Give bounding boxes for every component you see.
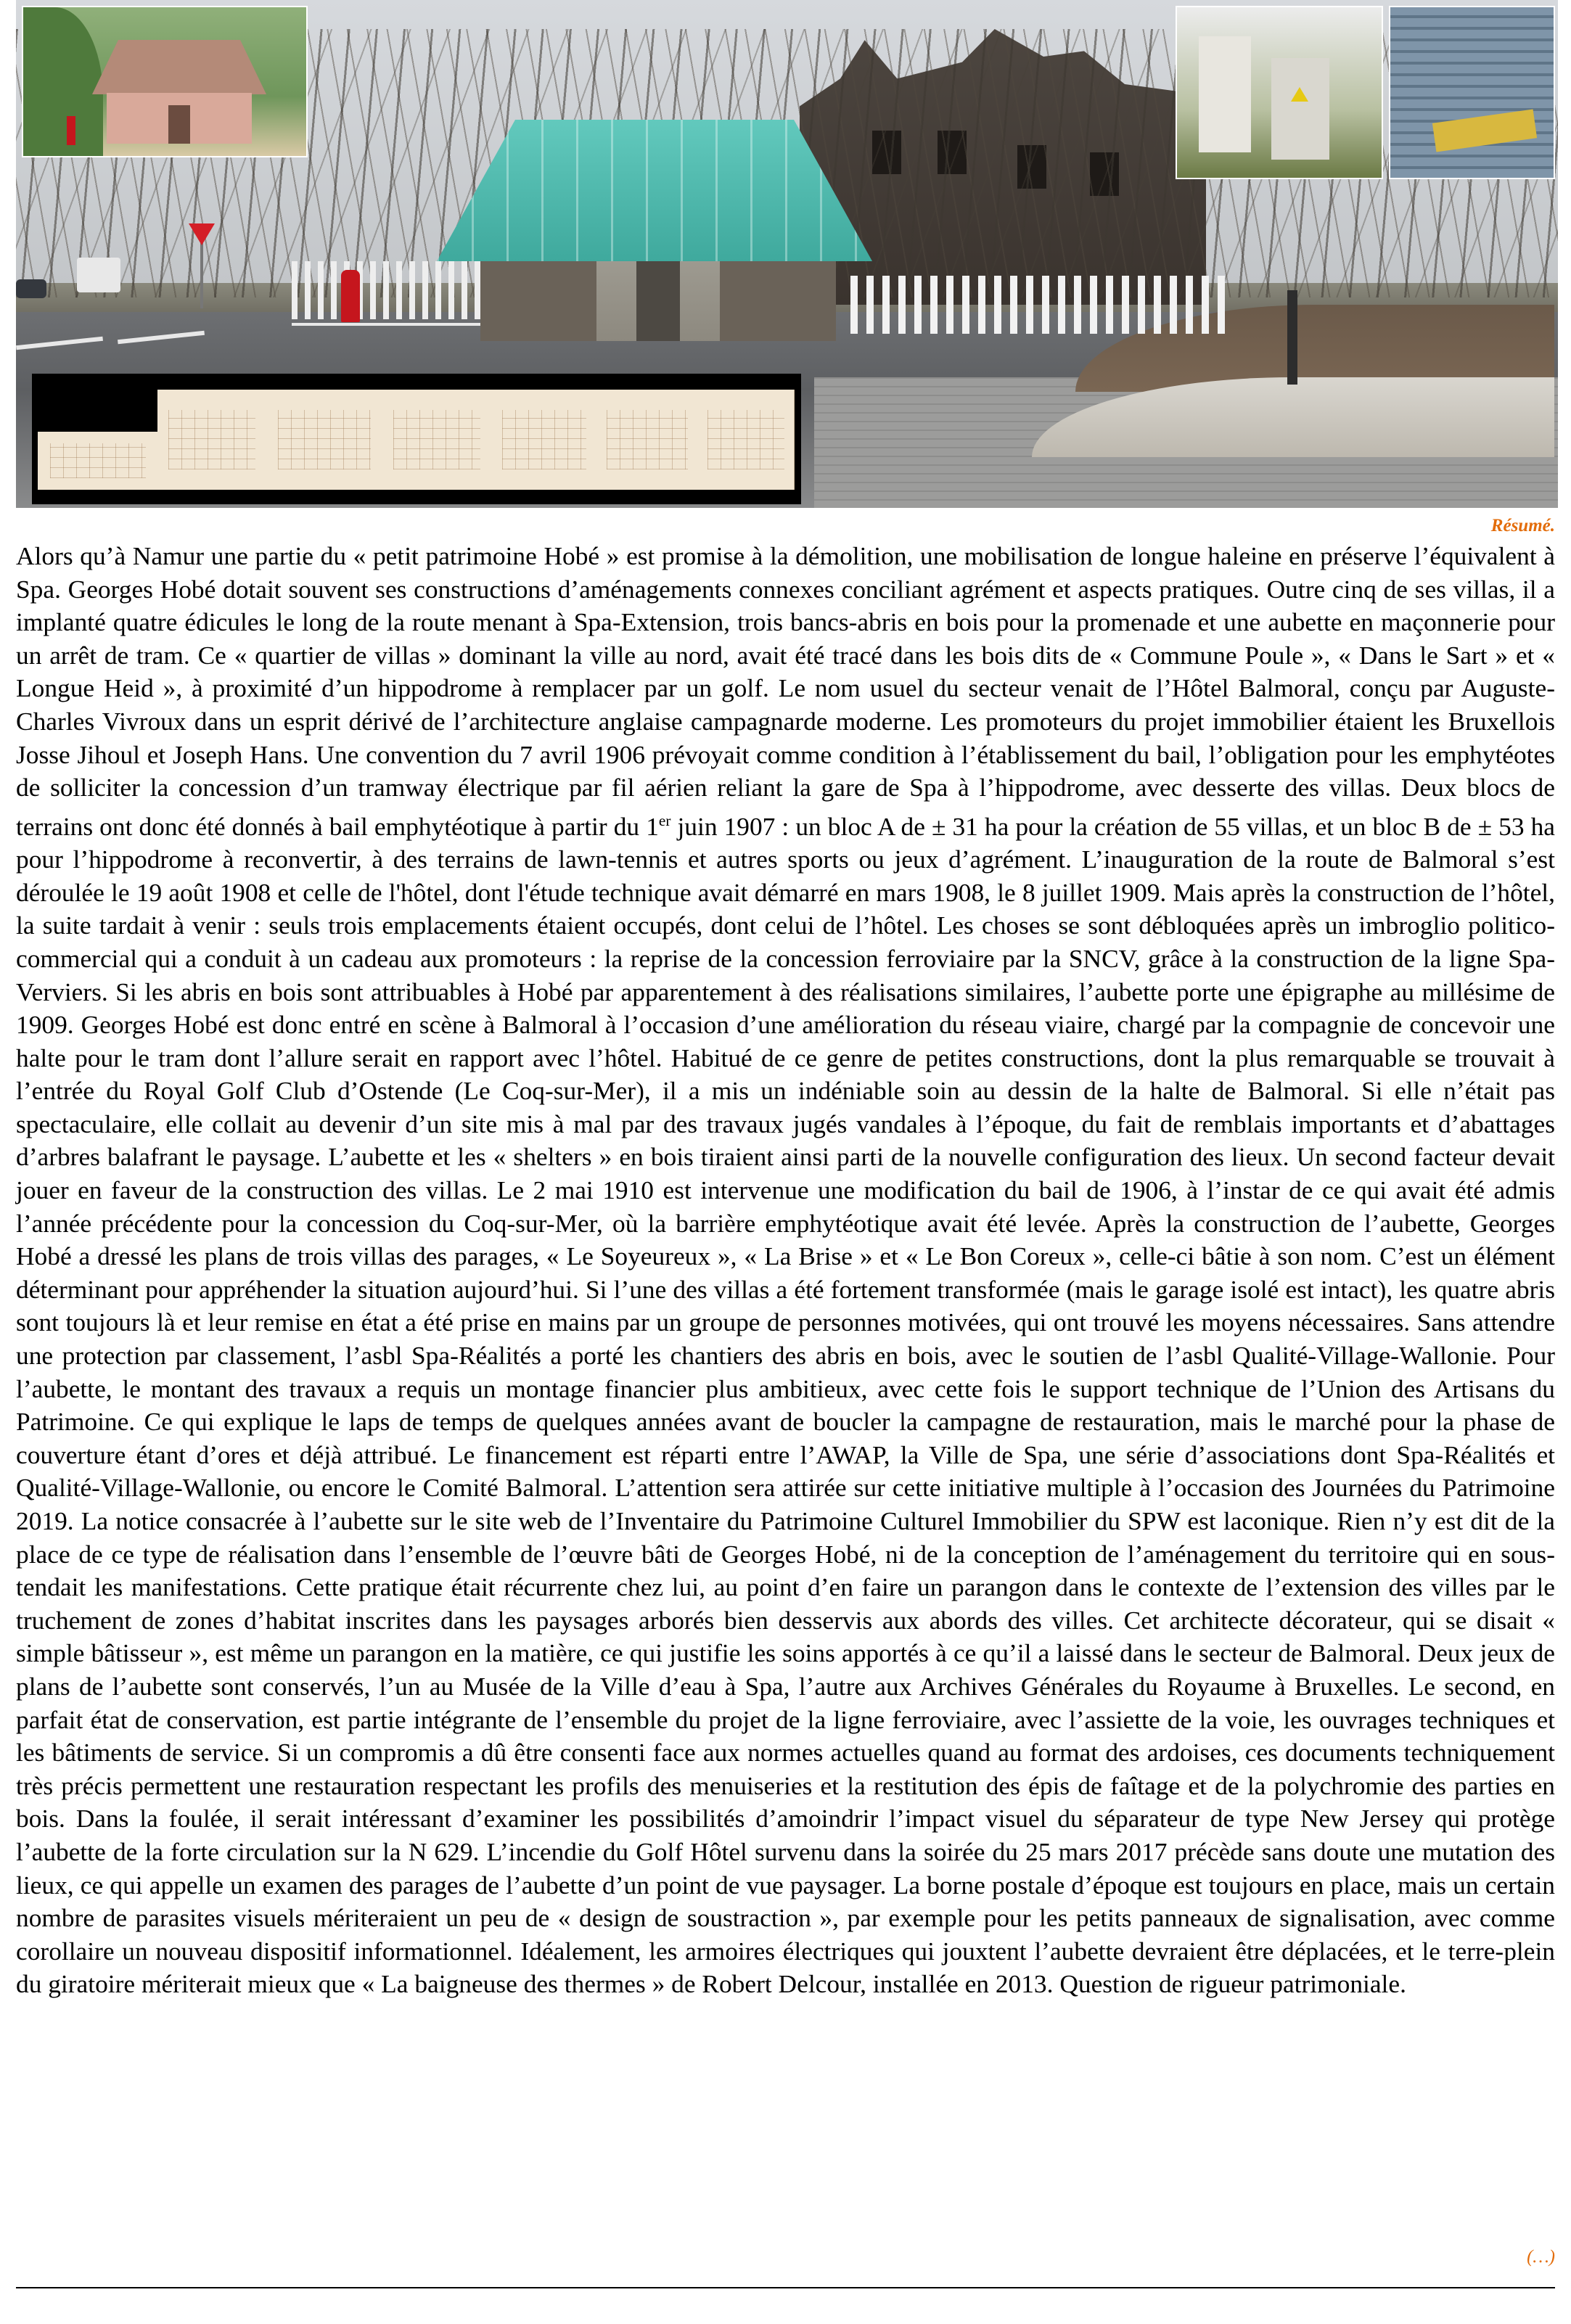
red-postbox [67, 116, 75, 145]
continuation-mark: (…) [1527, 2247, 1555, 2267]
plan-sheet [157, 390, 267, 490]
tree [23, 7, 103, 156]
plan-sheet [698, 390, 795, 490]
plan-sheet [596, 390, 699, 490]
house-door [168, 105, 190, 144]
warning-sign-icon [1291, 87, 1308, 102]
footer-divider [16, 2287, 1555, 2288]
inset-photo-wood-detail [1389, 6, 1555, 179]
plan-sheet [382, 390, 492, 490]
header-photo-montage [16, 0, 1558, 508]
section-label: Résumé. [1490, 516, 1555, 535]
white-picket-fence [292, 261, 495, 319]
house-roof [92, 40, 266, 94]
yield-sign-icon [189, 223, 215, 245]
red-postbox [341, 270, 360, 322]
inset-architectural-plans [32, 374, 801, 504]
plan-sheet [266, 390, 383, 490]
plan-sheet [491, 390, 597, 490]
inset-photo-shelter-house [22, 6, 308, 157]
white-picket-fence [850, 276, 1228, 334]
yellow-plaque [1432, 109, 1537, 152]
inset-photo-electrical-cabinets [1176, 6, 1383, 179]
electrical-cabinet [1199, 36, 1251, 152]
sign-post [200, 243, 203, 308]
plan-sheet [38, 432, 158, 490]
electrical-cabinet [1271, 58, 1329, 160]
white-van [77, 258, 120, 292]
black-bollard [1287, 290, 1297, 385]
summary-paragraph: Alors qu’à Namur une partie du « petit patrimoine Hobé » est promise à la démolition, une mobilisation de longue haleine en préserve l’équivalent à Spa. Georges Hobé dotait souvent ses constructions d’aménagements connexes conciliant agrément et aspects pratiques. Outre cinq de ses villas, il a implanté quatre édicules le long de la route menant à Spa-Extension, trois bancs-abris en bois pour la promenade et une aubette en maçonnerie pour un arrêt de tram. Ce « quartier de villas » dominant la ville au nord, avait été tracé dans les bois dits de « Commune Poule », « Dans le Sart » et « Longue Heid », à proximité d’un hippodrome à remplacer par un golf. Le nom usuel du secteur venait de l’Hôtel Balmoral, conçu par Auguste-Charles Vivroux dans un esprit dérivé de l’architecture anglaise campagnarde moderne. Les promoteurs du projet immobilier étaient les Bruxellois Josse Jihoul et Joseph Hans. Une convention du 7 avril 1906 prévoyait comme condition à l’établissement du bail, l’obligation pour les emphytéotes de solliciter la concession d’un tramway électrique par fil aérien reliant la gare de Spa à l’hippodrome, avec desserte des villas. Deux blocs de terrains ont donc été donnés à bail emphytéotique à partir du 1er juin 1907 : un bloc A de ± 31 ha pour la création de 55 villas, et un bloc B de ± 53 ha pour l’hippodrome à reconvertir, à des terrains de lawn-tennis et autres sports ou jeux d’agrément. L’inauguration de la route de Balmoral s’est déroulée le 19 août 1908 et celle de l'hôtel, dont l'étude technique avait démarré en mars 1908, le 8 juillet 1909. Mais après la construction de l’hôtel, la suite tardait à venir : seuls trois emplacements étaient occupés, dont celui de l’hôtel. Les choses se sont débloquées après un imbroglio politico-commercial qui a conduit à un cadeau aux promoteurs : la reprise de la concession ferroviaire par la SNCV, grâce à la construction de la ligne Spa-Verviers. Si les abris en bois sont attribuables à Hobé par apparentement à des réalisations similaires, l’aubette porte une épigraphe au millésime de 1909. Georges Hobé est donc entré en scène à Balmoral à l’occasion d’une amélioration du réseau viaire, chargé par la compagnie de concevoir une halte pour le tram dont l’allure serait en rapport avec l’hôtel. Habitué de ce genre de petites constructions, dont la plus remarquable se trouvait à l’entrée du Royal Golf Club d’Ostende (Le Coq-sur-Mer), il a mis un indéniable soin au dessin de la halte de Balmoral. Si elle n’était pas spectaculaire, elle collait au devenir d’un site mis à mal par des travaux jugés vandales à l’époque, du fait de remblais importants et d’abattages d’arbres balafrant le paysage. L’aubette et les « shelters » en bois tiraient ainsi parti de la nouvelle configuration des lieux. Un second facteur devait jouer en faveur de la construction des villas. Le 2 mai 1910 est intervenue une modification du bail de 1906, à l’instar de ce qui avait été admis l’année précédente pour la concession du Coq-sur-Mer, où la barrière emphytéotique avait été levée. Après la construction de l’aubette, Georges Hobé a dressé les plans de trois villas des parages, « Le Soyeureux », « La Brise » et « Le Bon Coreux », celle-ci bâtie à son nom. C’est un élément déterminant pour appréhender la situation aujourd’hui. Si l’une des villas a été fortement transformée (mais le garage isolé est intact), les quatre abris sont toujours là et leur remise en état a été prise en mains par un groupe de personnes motivées, qui ont trouvé les moyens nécessaires. Sans attendre une protection par classement, l’asbl Spa-Réalités a porté les chantiers des abris en bois, avec le soutien de l’asbl Qualité-Village-Wallonie. Pour l’aubette, le montant des travaux a requis un montage financier plus ambitieux, avec cette fois le support technique de l’Union des Artisans du Patrimoine. Ce qui explique le laps de temps de quelques années avant de boucler la campagne de restauration, mais le marché pour la phase de couverture étant d’ores et déjà attribué. Le financement est réparti entre l’AWAP, la Ville de Spa, une série d’associations dont Spa-Réalités et Qualité-Village-Wallonie, ou encore le Comité Balmoral. L’attention sera attirée sur cette initiative multiple à l’occasion des Journées du Patrimoine 2019. La notice consacrée à l’aubette sur le site web de l’Inventaire du Patrimoine Culturel Immobilier du SPW est laconique. Rien n’y est dit de la place de ce type de réalisation dans l’ensemble de l’œuvre bâti de Georges Hobé, ni de la conception de l’aménagement du territoire qui en sous-tendait les manifestations. Cette pratique était récurrente chez lui, au point d’en faire un parangon dans le contexte de l’extension des villes par le truchement de zones d’habitat inscrites dans les paysages arborés bien desservis aux abords des villes. Cet architecte décorateur, qui se disait « simple bâtisseur », est même un parangon en la matière, ce qui justifie les soins apportés à ce qu’il a laissé dans le secteur de Balmoral. Deux jeux de plans de l’aubette sont conservés, l’un au Musée de la Ville d’eau à Spa, l’autre aux Archives Générales du Royaume à Bruxelles. Le second, en parfait état de conservation, est partie intégrante de l’ensemble du projet de la ligne ferroviaire, avec l’assiette de la voie, les ouvrages techniques et les bâtiments de service. Si un compromis a dû être consenti face aux normes actuelles quand au format des ardoises, ces documents techniquement très précis permettent une restauration respectant les profils des menuiseries et la restitution des épis de faîtage et de la polychromie des parties en bois. Dans la foulée, il serait intéressant d’examiner les possibilités d’amoindrir l’impact visuel du séparateur de type New Jersey qui protège l’aubette de la forte circulation sur la N 629. L’incendie du Golf Hôtel survenu dans la soirée du 25 mars 2017 précède sans doute une mutation des lieux, ce qui appelle un examen des parages de l’aubette d’un point de vue paysager. La borne postale d’époque est toujours en place, mais un certain nombre de parasites visuels mériteraient un peu de « design de soustraction », par exemple pour les petits panneaux de signalisation, avec comme corollaire un nouveau dispositif informationnel. Idéalement, les armoires électriques qui jouxtent l’aubette devraient être déplacées, et le terre-plein du giratoire mériterait mieux que « La baigneuse des thermes » de Robert Delcour, installée en 2013. Question de rigueur patrimoniale. [16, 541, 1556, 1999]
dark-car [16, 279, 46, 298]
ordinal-superscript: er [658, 811, 671, 829]
